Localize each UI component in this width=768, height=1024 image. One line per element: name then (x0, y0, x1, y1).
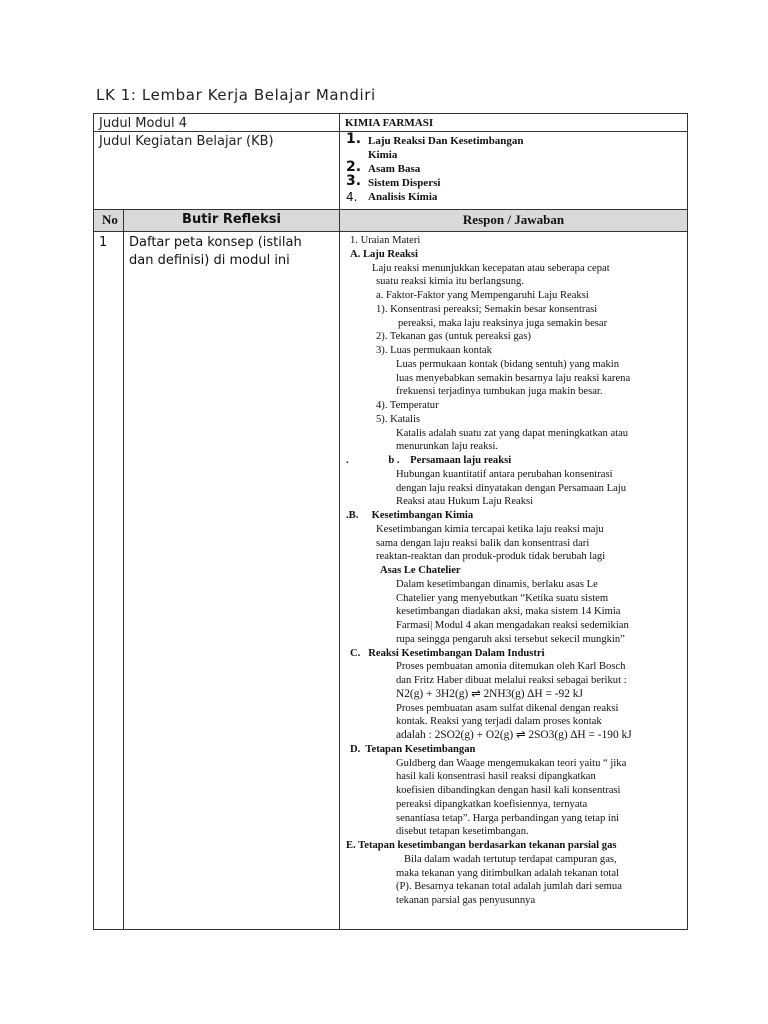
response-line: dan Fritz Haber dibuat melalui reaksi sebagai berikut : (396, 675, 627, 686)
response-line: Reaksi atau Hukum Laju Reaksi (396, 496, 534, 508)
response-line: Proses pembuatan asam sulfat dikenal dengan reaksi (396, 702, 619, 714)
kb-item-label: Analisis Kimia (368, 191, 438, 203)
response-line: dengan laju reaksi dinyatakan dengan Persamaan Laju (396, 482, 627, 494)
response-line: sama dengan laju reaksi balik dan konsentrasi dari (376, 537, 590, 549)
response-content (340, 232, 687, 908)
kb-item-label: Asam Basa (368, 163, 421, 175)
worksheet-table (93, 113, 688, 930)
reflection-item (124, 232, 340, 930)
response-line: kontak. Reaksi yang terjadi dalam proses kontak (396, 716, 602, 728)
response-line: Hubungan kuantitatif antara perubahan konsentrasi (396, 468, 613, 480)
response-line: Bila dalam wadah tertutup terdapat campuran gas, (404, 853, 617, 865)
kb-item-label: Laju Reaksi Dan Kesetimbangan (368, 135, 524, 147)
column-header-respon: Respon / Jawaban (340, 210, 688, 232)
response-line: Proses pembuatan amonia ditemukan oleh Karl Bosch (396, 661, 626, 673)
response-line: 4). Temperatur (376, 400, 439, 411)
kb-list (340, 132, 687, 208)
response-line: senantiasa tetap”. Harga perbandingan yang tetap ini (396, 812, 620, 824)
kb-row (94, 132, 688, 210)
column-header-no: No (94, 210, 124, 232)
response-line: frekuensi terjadinya tumbukan juga makin besar. (396, 386, 603, 398)
section-heading: D. Tetapan Kesetimbangan (350, 743, 476, 755)
response-line: 3). Luas permukaan kontak (376, 345, 492, 356)
response-line: rupa seingga pengaruh aksi tersebut sekecil mungkin” (396, 633, 625, 645)
kb-item (346, 190, 687, 204)
response-line: Kesetimbangan kimia tercapai ketika laju reaksi maju (376, 523, 604, 535)
response-line: 1). Konsentrasi pereaksi; Semakin besar konsentrasi (376, 303, 598, 315)
response-line: a. Faktor-Faktor yang Mempengaruhi Laju Reaksi (376, 290, 589, 301)
kb-item-label: Sistem Dispersi (368, 177, 441, 189)
kb-item-number: 2. (346, 159, 362, 175)
response-line: 5). Katalis (376, 413, 421, 425)
response-line: (P). Besarnya tekanan total adalah jumlah dari semua (396, 881, 622, 893)
response-line: kesetimbangan diadakan aksi, maka sistem 14 Kimia (396, 606, 621, 618)
response-line: Guldberg dan Waage mengemukakan teori yaitu “ jika (396, 757, 627, 769)
modul-row (94, 114, 688, 132)
response-line: 2). Tekanan gas (untuk pereaksi gas) (376, 331, 531, 343)
response-line: menurunkan laju reaksi. (396, 441, 499, 453)
kb-item-number: 1. (346, 131, 362, 147)
kb-item (346, 173, 687, 190)
reflection-text-cont: dan definisi) di modul ini (129, 253, 290, 268)
response-line: Katalis adalah suatu zat yang dapat meningkatkan atau (396, 427, 629, 439)
response-line: tekanan parsial gas penyusunnya (396, 895, 536, 906)
response-line: Laju reaksi menunjukkan kecepatan atau seberapa cepat (372, 262, 610, 274)
response-line: reaktan-reaktan dan produk-produk tidak berubah lagi (376, 551, 606, 563)
modul-label: Judul Modul 4 (94, 114, 340, 132)
row-number: 1 (94, 232, 124, 930)
response-cell (340, 232, 688, 930)
response-line: hasil kali konsentrasi hasil reaksi dipangkatkan (396, 771, 596, 783)
response-line: suatu reaksi kimia itu berlangsung. (376, 276, 524, 288)
table-row (94, 232, 688, 930)
response-line: pereaksi dipangkatkan koefisiennya, ternyata (396, 798, 588, 810)
section-heading: E. Tetapan kesetimbangan berdasarkan tekanan parsial gas (346, 840, 617, 851)
kb-item (346, 131, 687, 162)
kb-item-number: 3. (346, 173, 362, 189)
kb-item-number: 4. (346, 190, 358, 204)
response-line: Luas permukaan kontak (bidang sentuh) yang makin (396, 358, 619, 370)
kb-item (346, 159, 687, 176)
response-line: Farmasi| Modul 4 akan mengadakan reaksi sedemikian (396, 620, 629, 631)
section-heading: .B. Kesetimbangan Kimia (346, 510, 474, 521)
reflection-text: Daftar peta konsep (istilah (129, 235, 302, 250)
response-line: maka tekanan yang ditimbulkan adalah tekanan total (396, 867, 619, 879)
equation-line: N2(g) + 3H2(g) ⇌ 2NH3(g) ∆H = -92 kJ (396, 687, 583, 700)
modul-value: KIMIA FARMASI (340, 114, 688, 132)
kb-label: Judul Kegiatan Belajar (KB) (94, 132, 340, 210)
section-heading: A. Laju Reaksi (350, 248, 418, 260)
kb-item-label-cont: Kimia (368, 149, 398, 161)
response-line: disebut tetapan kesetimbangan. (396, 826, 529, 838)
section-heading: C. Reaksi Kesetimbangan Dalam Industri (350, 647, 545, 659)
section-heading: . b . Persamaan laju reaksi (346, 455, 512, 466)
column-header-butir: Butir Refleksi (124, 210, 340, 232)
equation-line: adalah : 2SO2(g) + O2(g) ⇌ 2SO3(g) ∆H = -190 kJ (396, 729, 632, 741)
response-line: 1. Uraian Materi (350, 235, 421, 246)
response-line: Chatelier yang menyebutkan “Ketika suatu sistem (396, 592, 609, 604)
response-line: luas menyebabkan semakin besarnya laju reaksi karena (396, 372, 631, 384)
kb-list-cell (340, 132, 688, 210)
response-line: Dalam kesetimbangan dinamis, berlaku asas Le (396, 578, 598, 590)
response-line: koefisien dibandingkan dengan hasil kali konsentrasi (396, 785, 621, 796)
response-line: pereaksi, maka laju reaksinya juga semakin besar (398, 317, 608, 329)
column-header-row (94, 210, 688, 232)
section-heading: Asas Le Chatelier (380, 565, 461, 576)
document-title: LK 1: Lembar Kerja Belajar Mandiri (96, 86, 376, 104)
